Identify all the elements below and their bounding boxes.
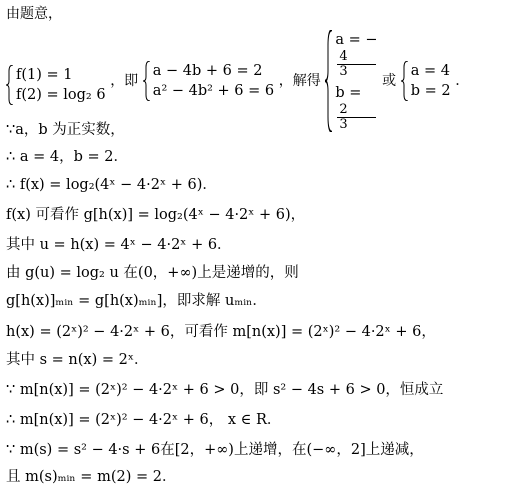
line-monotonicity: ∵ m(s) = s² − 4·s + 6在[2，+∞)上递增，在(−∞，2]上递减，	[6, 442, 424, 458]
line-m-minimum: 且 m(s)ₘᵢₙ = m(2) = 2．	[6, 469, 177, 485]
fraction-2-3: 2 3	[337, 103, 375, 132]
line-m-n-domain: ∴ m[n(x)] = (2ˣ)² − 4·2ˣ + 6， x ∈ R．	[6, 412, 282, 428]
sol1-a-lhs: a = −	[335, 32, 378, 48]
system-given	[6, 65, 106, 105]
line-a-b-values: ∴ a = 4，b = 2．	[6, 149, 128, 165]
sol1-b-lhs: b =	[335, 85, 362, 101]
solution-one	[325, 30, 377, 132]
text-ji: ，即	[110, 73, 139, 89]
system-derived	[143, 61, 274, 101]
text-huo: 或	[382, 73, 397, 89]
line-u-definition: 其中 u = h(x) = 4ˣ − 4·2ˣ + 6．	[6, 237, 232, 253]
line-s-definition: 其中 s = n(x) = 2ˣ．	[6, 352, 149, 368]
period: ．	[455, 73, 470, 89]
sol2-b: b = 2	[410, 83, 451, 99]
solution-two	[401, 61, 451, 101]
eq-derived-1: a − 4b + 6 = 2	[152, 63, 263, 79]
line-composite-g-h: f(x) 可看作 g[h(x)] = log₂(4ˣ − 4·2ˣ + 6)，	[6, 207, 306, 223]
line-positive-reals: ∵a，b 为正实数，	[6, 122, 125, 138]
text-jiede: ，解得	[278, 73, 321, 89]
left-brace-icon	[401, 61, 409, 101]
eq-f1: f(1) = 1	[16, 67, 73, 83]
line-f-expression: ∴ f(x) = log₂(4ˣ − 4·2ˣ + 6)．	[6, 177, 217, 193]
line-positivity: ∵ m[n(x)] = (2ˣ)² − 4·2ˣ + 6 > 0，即 s² − 4s + 6 > 0，恒成立	[6, 382, 444, 398]
left-brace-icon	[6, 65, 14, 105]
left-brace-icon	[325, 30, 333, 132]
line-g-increasing: 由 g(u) = log₂ u 在(0，+∞)上是递增的，则	[6, 265, 299, 281]
fraction-4-3: 4 3	[337, 50, 375, 79]
text-line-intro: 由题意，	[6, 6, 62, 22]
eq-f2: f(2) = log₂ 6	[16, 87, 106, 103]
left-brace-icon	[143, 61, 151, 101]
eq-derived-2: a² − 4b² + 6 = 6	[152, 83, 275, 99]
sol2-a: a = 4	[410, 63, 450, 79]
line-minimum-u: g[h(x)]ₘᵢₙ = g[h(x)ₘᵢₙ]，即求解 uₘᵢₙ．	[6, 293, 267, 309]
line-h-as-m-n: h(x) = (2ˣ)² − 4·2ˣ + 6，可看作 m[n(x)] = (2ˣ)² − 4·2ˣ + 6，	[6, 324, 436, 340]
